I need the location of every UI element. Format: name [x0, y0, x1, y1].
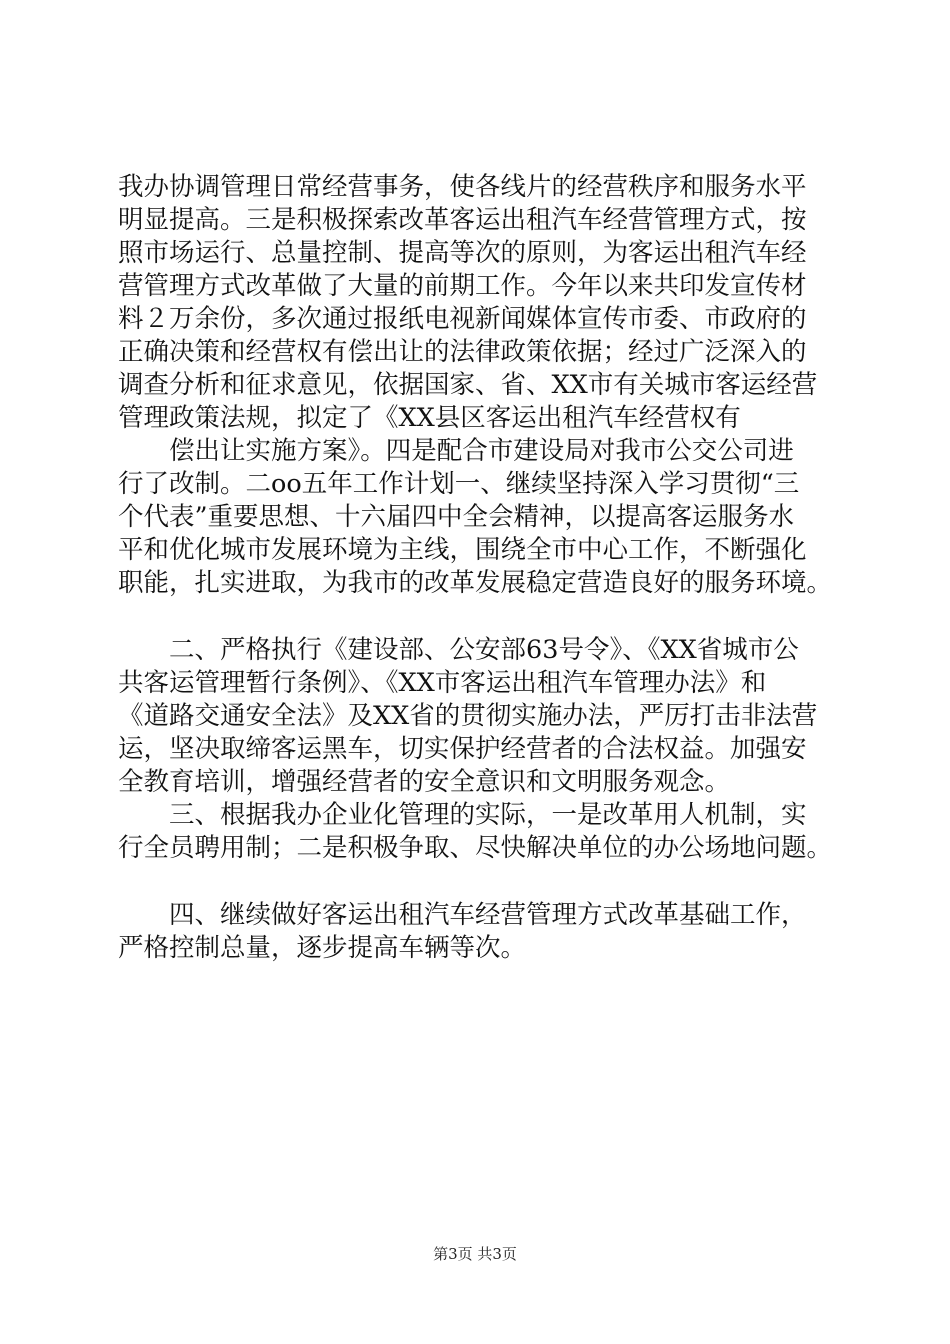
paragraph-4-line-2: 行全员聘用制；二是积极争取、尽快解决单位的办公场地问题。 — [118, 833, 833, 863]
paragraph-1-line-6: 正确决策和经营权有偿出让的法律政策依据；经过广泛深入的 — [118, 337, 807, 367]
paragraph-1-line-3: 照市场运行、总量控制、提高等次的原则，为客运出租汽车经 — [118, 238, 807, 268]
paragraph-2-line-3: 个代表”重要思想、十六届四中全会精神，以提高客运服务水 — [118, 502, 795, 532]
paragraph-3-line-5: 全教育培训，增强经营者的安全意识和文明服务观念。 — [118, 767, 731, 797]
paragraph-4-line-1: 三、根据我办企业化管理的实际，一是改革用人机制，实 — [169, 800, 807, 830]
page-footer: 第3页 共3页 — [433, 1245, 517, 1263]
paragraph-2-line-5: 职能，扎实进取，为我市的改革发展稳定营造良好的服务环境。 — [118, 568, 833, 598]
paragraph-1-line-1: 我办协调管理日常经营事务，使各线片的经营秩序和服务水平 — [118, 172, 807, 202]
paragraph-3-line-3: 《道路交通安全法》及XX省的贯彻实施办法，严厉打击非法营 — [118, 701, 818, 731]
paragraph-5-line-1: 四、继续做好客运出租汽车经营管理方式改革基础工作， — [169, 900, 807, 930]
paragraph-3-line-2: 共客运管理暂行条例》、《XX市客运出租汽车管理办法》和 — [118, 668, 767, 698]
paragraph-1-line-7: 调查分析和征求意见，依据国家、省、XX市有关城市客运经营 — [118, 370, 818, 400]
paragraph-2-line-2: 行了改制。二oo五年工作计划一、继续坚持深入学习贯彻“三 — [118, 469, 800, 499]
paragraph-2-line-1: 偿出让实施方案》。四是配合市建设局对我市公交公司进 — [169, 436, 794, 466]
paragraph-1-line-4: 营管理方式改革做了大量的前期工作。今年以来共印发宣传材 — [118, 271, 807, 301]
paragraph-5-line-2: 严格控制总量，逐步提高车辆等次。 — [118, 933, 527, 963]
paragraph-3-line-1: 二、严格执行《建设部、公安部63号令》、《XX省城市公 — [169, 635, 799, 665]
paragraph-1-line-2: 明显提高。三是积极探索改革客运出租汽车经营管理方式，按 — [118, 205, 807, 235]
paragraph-1-line-5: 料２万余份，多次通过报纸电视新闻媒体宣传市委、市政府的 — [118, 304, 807, 334]
paragraph-3-line-4: 运，坚决取缔客运黑车，切实保护经营者的合法权益。加强安 — [118, 734, 807, 764]
paragraph-2-line-4: 平和优化城市发展环境为主线，围绕全市中心工作，不断强化 — [118, 535, 807, 565]
paragraph-1-line-8: 管理政策法规，拟定了《XX县区客运出租汽车经营权有 — [118, 403, 741, 433]
